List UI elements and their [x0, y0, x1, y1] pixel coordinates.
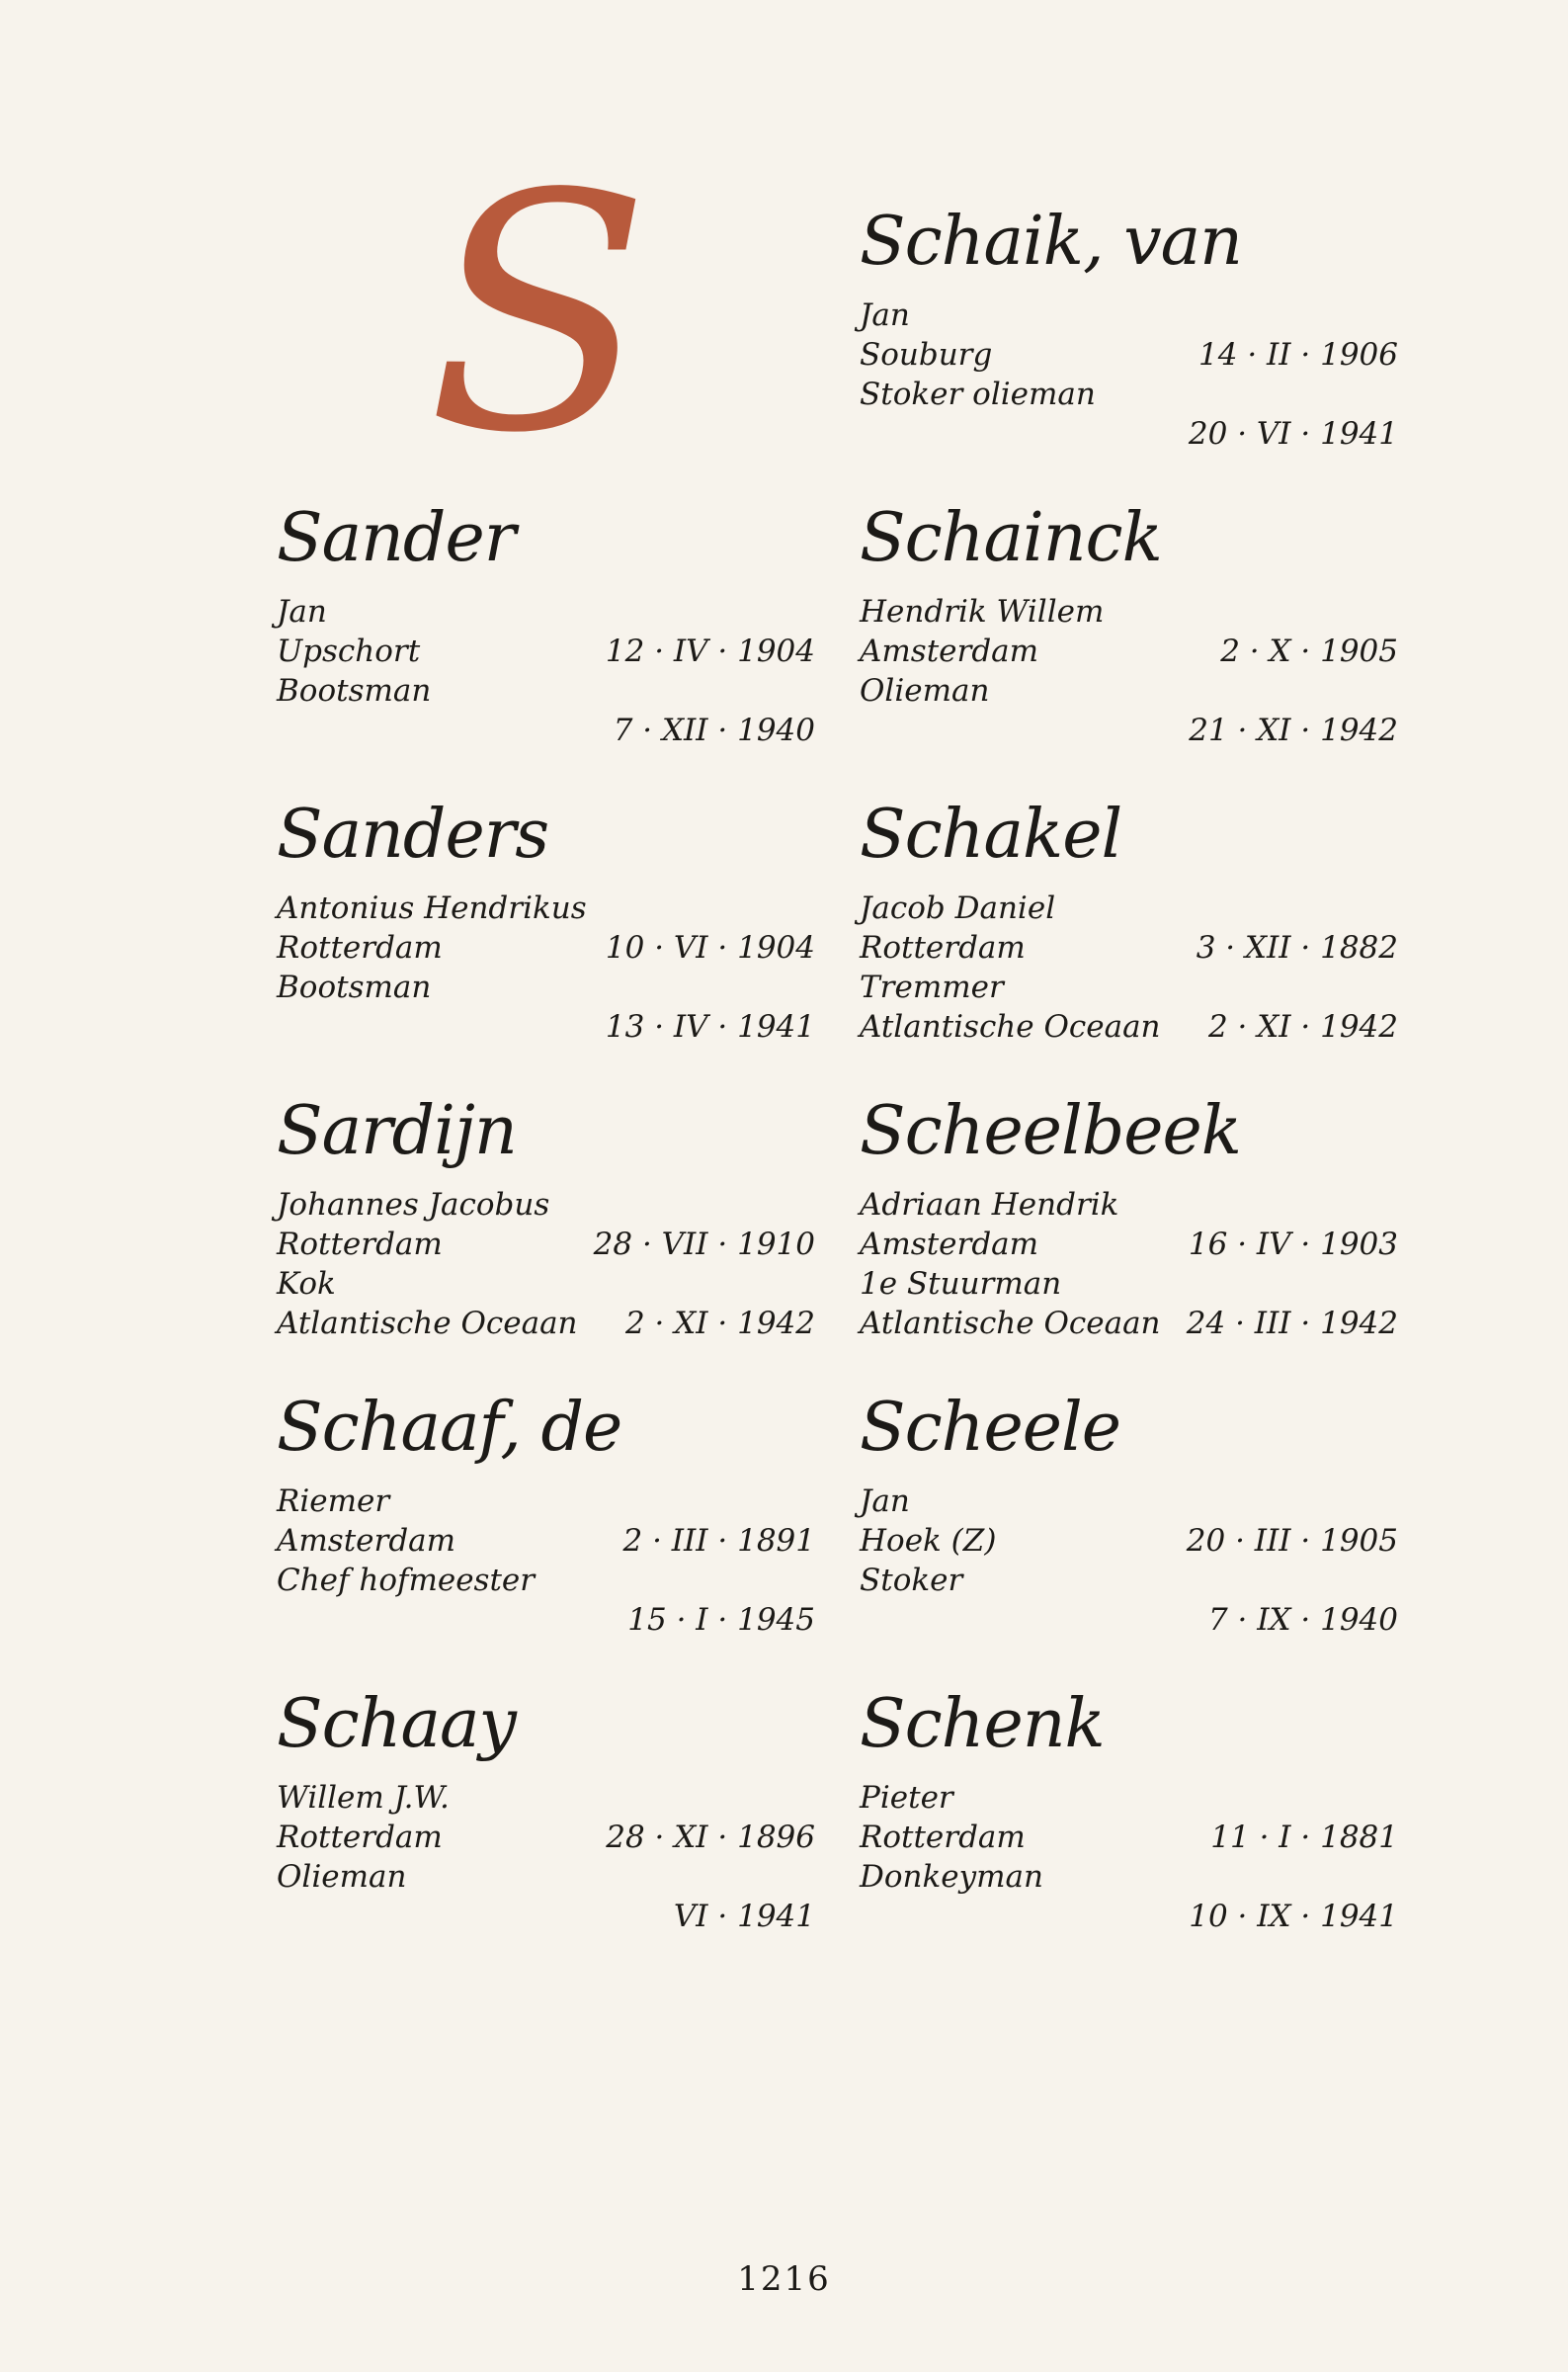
entry-sardijn [277, 1092, 815, 1343]
rank: Bootsman [277, 673, 432, 709]
given-names: Riemer [277, 1483, 390, 1519]
entry-row [860, 711, 1398, 750]
birth-date: 2 · X · 1905 [1220, 634, 1398, 669]
entry-row [860, 414, 1398, 454]
entry-row [860, 1897, 1398, 1936]
entry-row [860, 1482, 1398, 1521]
rank: Kok [277, 1266, 336, 1302]
surname: Schakel [860, 796, 1122, 874]
entry-row [860, 1778, 1398, 1818]
entry-row [277, 1225, 815, 1264]
birth-date: 16 · IV · 1903 [1188, 1227, 1398, 1262]
place-of-death: Atlantische Oceaan [860, 1009, 1161, 1045]
death-date: VI · 1941 [673, 1899, 815, 1934]
surname: Sander [277, 499, 516, 577]
entry-row [277, 632, 815, 671]
entry-row [860, 1857, 1398, 1897]
entry-schenk [860, 1685, 1398, 1936]
given-names: Pieter [860, 1780, 953, 1816]
death-date: 7 · IX · 1940 [1207, 1602, 1398, 1638]
surname: Sardijn [277, 1092, 517, 1170]
birthplace: Hoek (Z) [860, 1523, 997, 1559]
birth-date: 11 · I · 1881 [1210, 1820, 1398, 1855]
birth-date: 3 · XII · 1882 [1196, 930, 1398, 966]
entry-schaaf-de [277, 1389, 815, 1640]
entry-row [277, 968, 815, 1007]
entry-row [277, 1482, 815, 1521]
entry-schaik-van [860, 203, 1398, 454]
surname: Sanders [277, 796, 549, 874]
rank: Tremmer [860, 970, 1004, 1005]
death-date: 13 · IV · 1941 [605, 1009, 815, 1045]
entry-row [860, 335, 1398, 375]
entry-row [277, 928, 815, 968]
entry-row [277, 1897, 815, 1936]
entry-row [860, 632, 1398, 671]
entry-row [860, 1818, 1398, 1857]
entry-row [277, 1818, 815, 1857]
entry-schainck [860, 499, 1398, 750]
death-date: 24 · III · 1942 [1186, 1306, 1398, 1341]
entry-row [277, 1857, 815, 1897]
birth-date: 14 · II · 1906 [1198, 337, 1398, 373]
given-names: Jan [860, 297, 910, 333]
entry-row [277, 1185, 815, 1225]
entry-row [277, 1600, 815, 1640]
birthplace: Rotterdam [860, 930, 1026, 966]
given-names: Jan [277, 594, 327, 630]
surname: Scheele [860, 1389, 1120, 1467]
surname: Schaaf, de [277, 1389, 622, 1467]
surname: Schaay [277, 1685, 516, 1763]
death-date: 20 · VI · 1941 [1188, 416, 1398, 452]
entry-row [860, 1561, 1398, 1600]
page-number: 1216 [737, 2259, 831, 2299]
entry-scheelbeek [860, 1092, 1398, 1343]
surname: Schainck [860, 499, 1162, 577]
given-names: Jacob Daniel [860, 890, 1056, 926]
given-names: Adriaan Hendrik [860, 1187, 1119, 1223]
death-date: 10 · IX · 1941 [1189, 1899, 1398, 1934]
entry-row [860, 968, 1398, 1007]
surname: Schaik, van [860, 203, 1242, 281]
birthplace: Souburg [860, 337, 993, 373]
entry-row [860, 1185, 1398, 1225]
death-date: 21 · XI · 1942 [1189, 713, 1398, 748]
rank: Stoker [860, 1563, 963, 1598]
rank: 1e Stuurman [860, 1266, 1062, 1302]
birthplace: Amsterdam [277, 1523, 456, 1559]
entry-row [860, 1225, 1398, 1264]
death-date: 2 · XI · 1942 [1207, 1009, 1398, 1045]
entry-row [277, 1778, 815, 1818]
entry-row [860, 1600, 1398, 1640]
birthplace: Rotterdam [860, 1820, 1026, 1855]
birth-date: 2 · III · 1891 [622, 1523, 815, 1559]
entry-row [277, 711, 815, 750]
birthplace: Rotterdam [277, 1820, 443, 1855]
entry-row [860, 928, 1398, 968]
entry-row [860, 1521, 1398, 1561]
entry-sanders [277, 796, 815, 1047]
rank: Stoker olieman [860, 377, 1096, 412]
entry-row [860, 375, 1398, 414]
surname: Schenk [860, 1685, 1105, 1763]
entry-row [860, 296, 1398, 335]
death-date: 2 · XI · 1942 [624, 1306, 815, 1341]
entry-row [860, 1007, 1398, 1047]
given-names: Willem J.W. [277, 1780, 450, 1816]
birth-date: 10 · VI · 1904 [605, 930, 815, 966]
rank: Chef hofmeester [277, 1563, 536, 1598]
birthplace: Rotterdam [277, 930, 443, 966]
birthplace: Rotterdam [277, 1227, 443, 1262]
given-names: Antonius Hendrikus [277, 890, 587, 926]
entry-schakel [860, 796, 1398, 1047]
entry-sander [277, 499, 815, 750]
birth-date: 28 · VII · 1910 [593, 1227, 815, 1262]
birthplace: Amsterdam [860, 1227, 1039, 1262]
entry-row [277, 889, 815, 928]
birth-date: 28 · XI · 1896 [606, 1820, 815, 1855]
birthplace: Upschort [277, 634, 421, 669]
illuminated-initial: S [427, 125, 651, 504]
entry-scheele [860, 1389, 1398, 1640]
given-names: Johannes Jacobus [277, 1187, 550, 1223]
entry-row [277, 1007, 815, 1047]
entry-row [277, 1264, 815, 1304]
place-of-death: Atlantische Oceaan [277, 1306, 578, 1341]
entry-row [860, 889, 1398, 928]
entry-row [277, 1521, 815, 1561]
birth-date: 12 · IV · 1904 [605, 634, 815, 669]
entry-row [277, 1304, 815, 1343]
entry-row [860, 592, 1398, 632]
birth-date: 20 · III · 1905 [1186, 1523, 1398, 1559]
given-names: Hendrik Willem [860, 594, 1105, 630]
rank: Olieman [860, 673, 990, 709]
entry-row [860, 1304, 1398, 1343]
rank: Olieman [277, 1859, 407, 1895]
entry-row [860, 1264, 1398, 1304]
rank: Bootsman [277, 970, 432, 1005]
entry-row [277, 1561, 815, 1600]
entry-schaay [277, 1685, 815, 1936]
entry-row [860, 671, 1398, 711]
death-date: 15 · I · 1945 [627, 1602, 815, 1638]
rank: Donkeyman [860, 1859, 1043, 1895]
place-of-death: Atlantische Oceaan [860, 1306, 1161, 1341]
surname: Scheelbeek [860, 1092, 1241, 1170]
entry-row [277, 671, 815, 711]
death-date: 7 · XII · 1940 [613, 713, 815, 748]
entry-row [277, 592, 815, 632]
birthplace: Amsterdam [860, 634, 1039, 669]
given-names: Jan [860, 1483, 910, 1519]
